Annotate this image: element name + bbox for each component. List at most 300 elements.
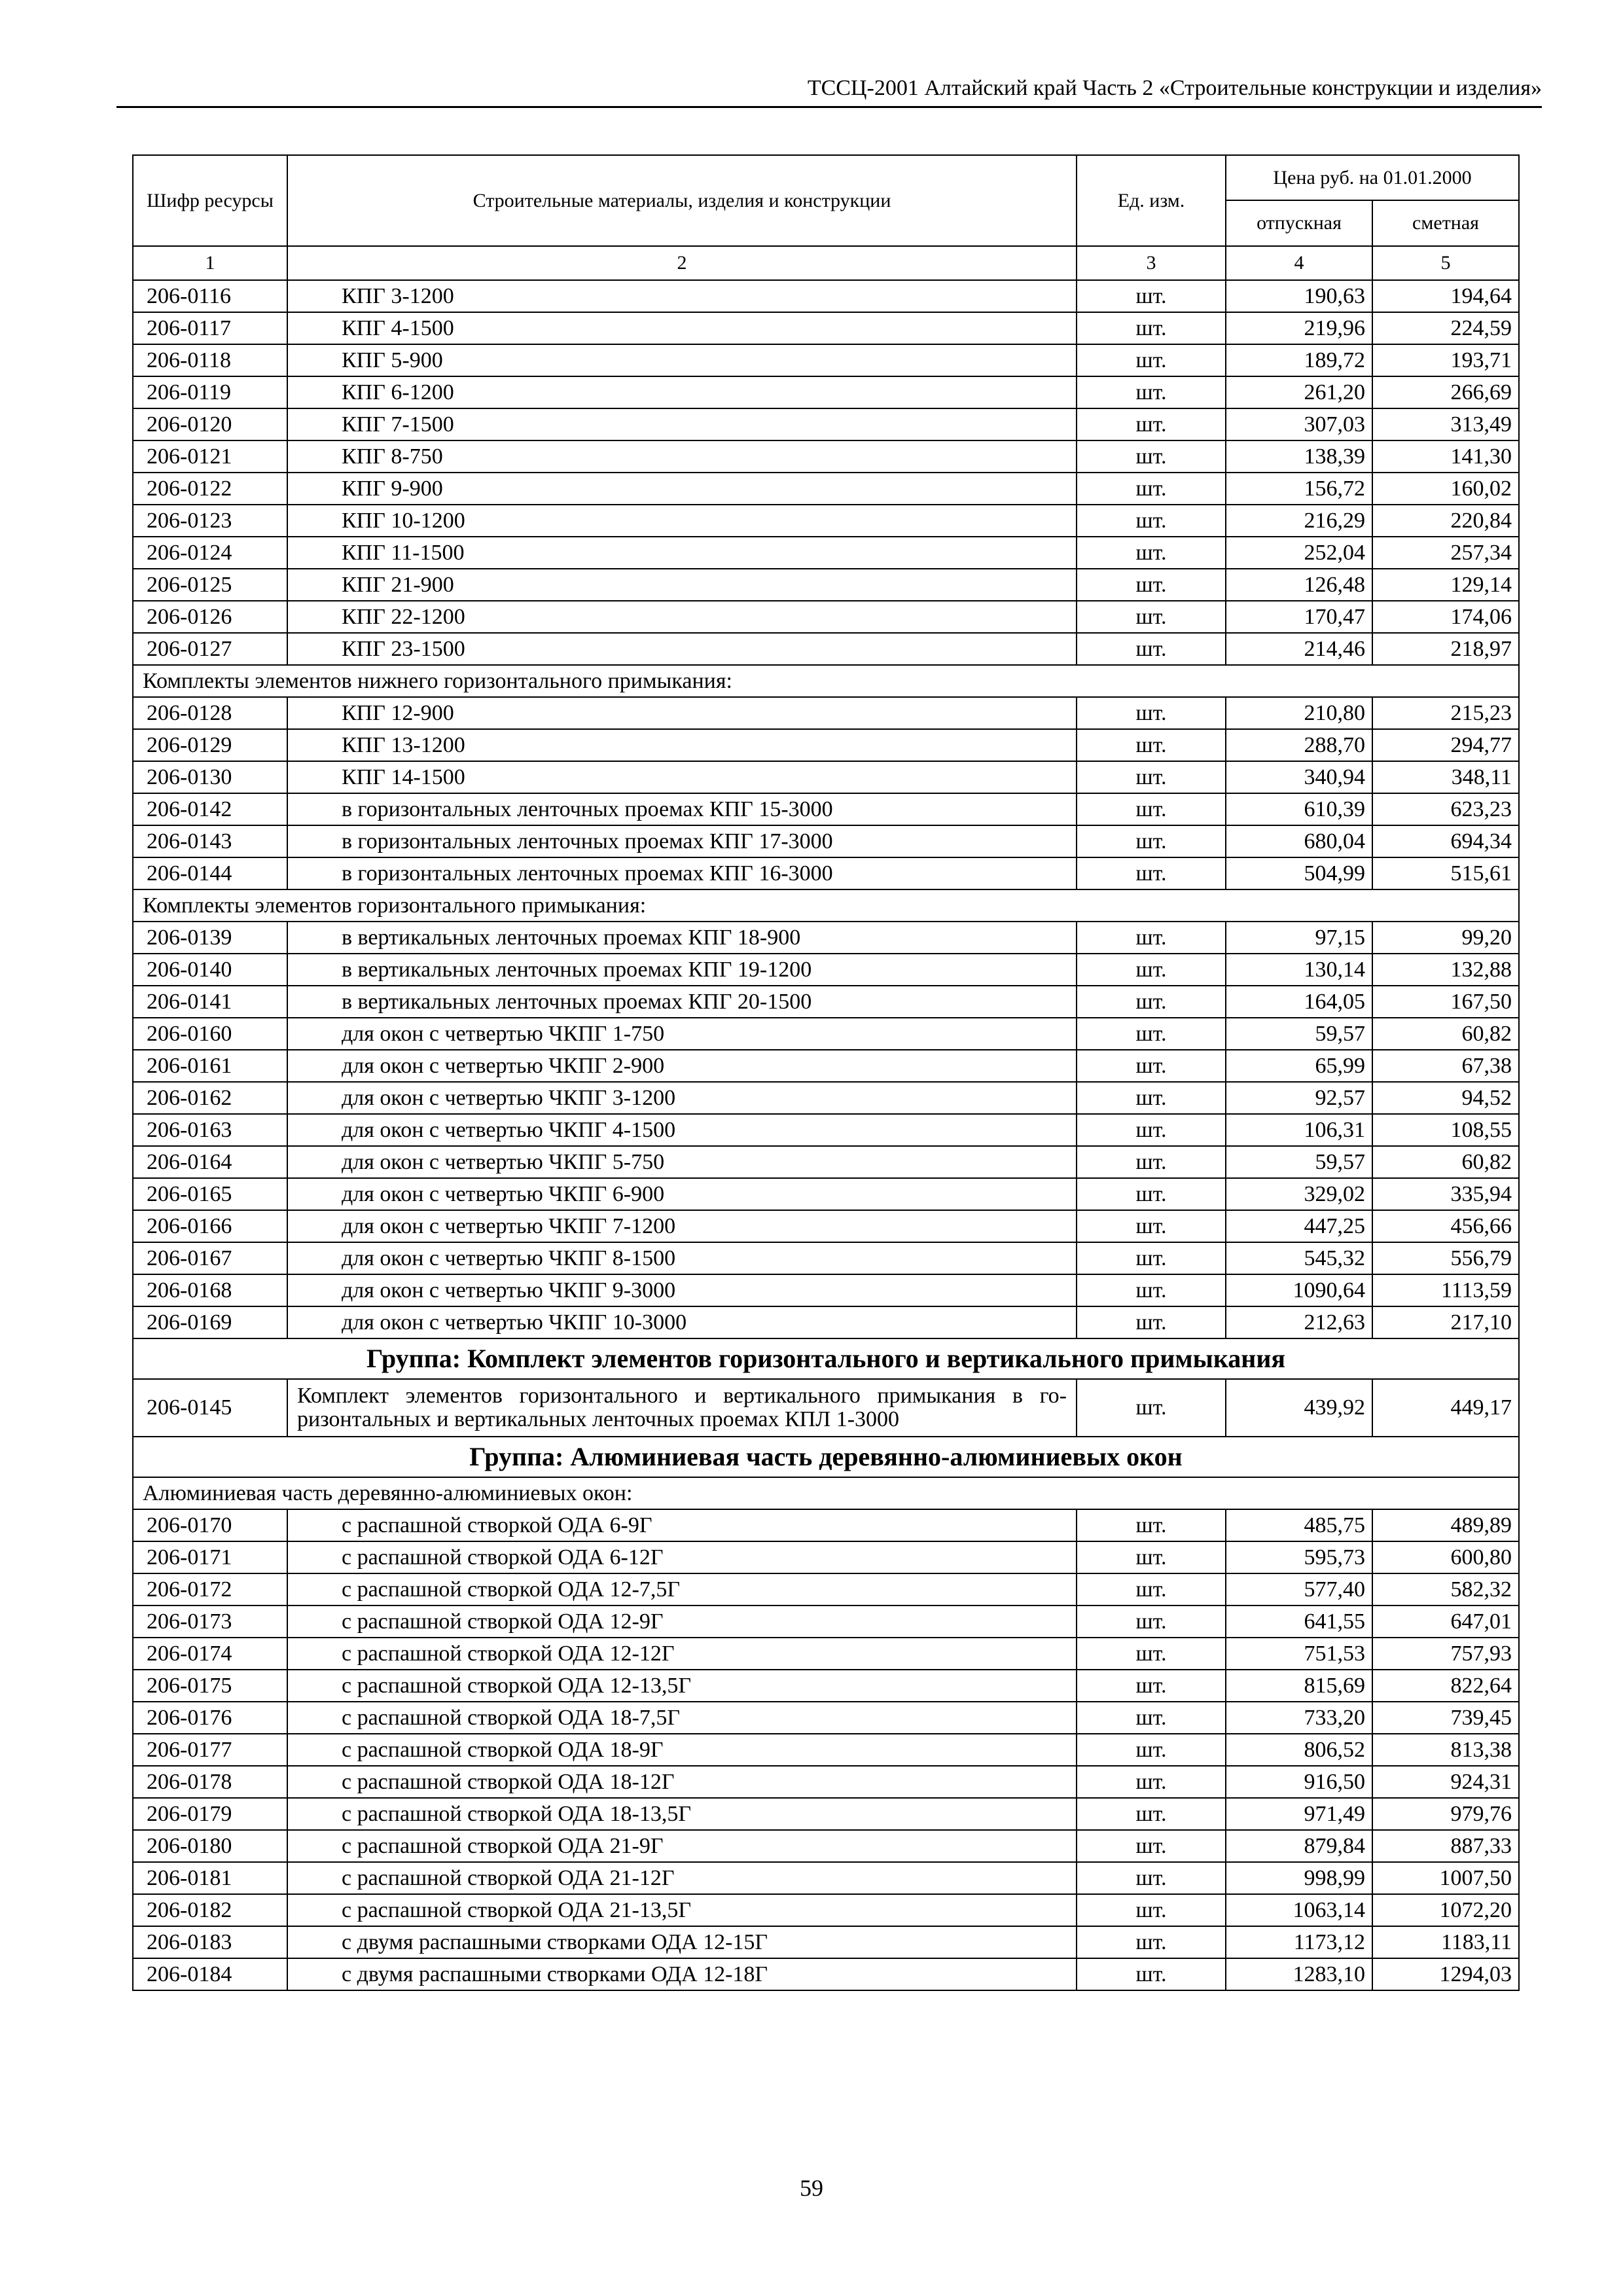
resource-code: 206-0121 bbox=[133, 440, 287, 473]
estimate-price: 739,45 bbox=[1372, 1702, 1519, 1734]
table-row bbox=[133, 1541, 1519, 1573]
estimate-price: 1294,03 bbox=[1372, 1958, 1519, 1990]
release-price: 59,57 bbox=[1226, 1018, 1372, 1050]
table-row bbox=[133, 1894, 1519, 1926]
unit-of-measure: шт. bbox=[1077, 408, 1226, 440]
estimate-price: 924,31 bbox=[1372, 1766, 1519, 1798]
material-name: с распашной створкой ОДА 18-7,5Г bbox=[287, 1702, 1077, 1734]
column-number: 2 bbox=[287, 246, 1077, 280]
material-name: с двумя распашными створками ОДА 12-18Г bbox=[287, 1958, 1077, 1990]
price-table bbox=[132, 154, 1520, 1991]
estimate-price: 1113,59 bbox=[1372, 1274, 1519, 1306]
unit-of-measure: шт. bbox=[1077, 1509, 1226, 1541]
unit-of-measure: шт. bbox=[1077, 1306, 1226, 1338]
table-row bbox=[133, 440, 1519, 473]
material-name: для окон с четвертью ЧКПГ 6-900 bbox=[287, 1178, 1077, 1210]
table-row bbox=[133, 857, 1519, 889]
unit-of-measure: шт. bbox=[1077, 825, 1226, 857]
resource-code: 206-0124 bbox=[133, 537, 287, 569]
table-row bbox=[133, 569, 1519, 601]
resource-code: 206-0173 bbox=[133, 1605, 287, 1638]
unit-of-measure: шт. bbox=[1077, 1734, 1226, 1766]
unit-of-measure: шт. bbox=[1077, 729, 1226, 761]
material-name: КПГ 9-900 bbox=[287, 473, 1077, 505]
material-name: КПГ 22-1200 bbox=[287, 601, 1077, 633]
release-price: 806,52 bbox=[1226, 1734, 1372, 1766]
table-row bbox=[133, 1050, 1519, 1082]
release-price: 998,99 bbox=[1226, 1862, 1372, 1894]
unit-of-measure: шт. bbox=[1077, 1638, 1226, 1670]
resource-code: 206-0127 bbox=[133, 633, 287, 665]
release-price: 916,50 bbox=[1226, 1766, 1372, 1798]
table-row bbox=[133, 1082, 1519, 1114]
header-estimate-price: сметная bbox=[1372, 200, 1519, 246]
table-row bbox=[133, 954, 1519, 986]
estimate-price: 193,71 bbox=[1372, 344, 1519, 376]
table-row bbox=[133, 922, 1519, 954]
table-row bbox=[133, 473, 1519, 505]
release-price: 252,04 bbox=[1226, 537, 1372, 569]
release-price: 138,39 bbox=[1226, 440, 1372, 473]
table-row bbox=[133, 505, 1519, 537]
unit-of-measure: шт. bbox=[1077, 473, 1226, 505]
header-name: Строительные материалы, изделия и конструкции bbox=[287, 155, 1077, 246]
column-number-row bbox=[133, 246, 1519, 280]
resource-code: 206-0145 bbox=[133, 1379, 287, 1437]
release-price: 340,94 bbox=[1226, 761, 1372, 793]
material-name: с распашной створкой ОДА 21-13,5Г bbox=[287, 1894, 1077, 1926]
resource-code: 206-0126 bbox=[133, 601, 287, 633]
material-name: для окон с четвертью ЧКПГ 5-750 bbox=[287, 1146, 1077, 1178]
material-name: с распашной створкой ОДА 12-13,5Г bbox=[287, 1670, 1077, 1702]
unit-of-measure: шт. bbox=[1077, 1018, 1226, 1050]
resource-code: 206-0128 bbox=[133, 697, 287, 729]
material-name: для окон с четвертью ЧКПГ 9-3000 bbox=[287, 1274, 1077, 1306]
release-price: 216,29 bbox=[1226, 505, 1372, 537]
table-row bbox=[133, 1926, 1519, 1958]
unit-of-measure: шт. bbox=[1077, 1798, 1226, 1830]
column-number: 1 bbox=[133, 246, 287, 280]
resource-code: 206-0161 bbox=[133, 1050, 287, 1082]
header-release-price: отпускная bbox=[1226, 200, 1372, 246]
material-name: с распашной створкой ОДА 12-12Г bbox=[287, 1638, 1077, 1670]
material-name: КПГ 11-1500 bbox=[287, 537, 1077, 569]
estimate-price: 294,77 bbox=[1372, 729, 1519, 761]
release-price: 641,55 bbox=[1226, 1605, 1372, 1638]
estimate-price: 99,20 bbox=[1372, 922, 1519, 954]
resource-code: 206-0143 bbox=[133, 825, 287, 857]
material-name: для окон с четвертью ЧКПГ 8-1500 bbox=[287, 1242, 1077, 1274]
unit-of-measure: шт. bbox=[1077, 1242, 1226, 1274]
estimate-price: 694,34 bbox=[1372, 825, 1519, 857]
unit-of-measure: шт. bbox=[1077, 954, 1226, 986]
page-number: 59 bbox=[800, 2175, 823, 2201]
material-name: с распашной створкой ОДА 18-9Г bbox=[287, 1734, 1077, 1766]
resource-code: 206-0169 bbox=[133, 1306, 287, 1338]
table-row bbox=[133, 1830, 1519, 1862]
material-name: для окон с четвертью ЧКПГ 7-1200 bbox=[287, 1210, 1077, 1242]
material-name: КПГ 13-1200 bbox=[287, 729, 1077, 761]
resource-code: 206-0179 bbox=[133, 1798, 287, 1830]
estimate-price: 132,88 bbox=[1372, 954, 1519, 986]
resource-code: 206-0180 bbox=[133, 1830, 287, 1862]
material-name: для окон с четвертью ЧКПГ 1-750 bbox=[287, 1018, 1077, 1050]
unit-of-measure: шт. bbox=[1077, 1573, 1226, 1605]
material-name: с распашной створкой ОДА 18-13,5Г bbox=[287, 1798, 1077, 1830]
release-price: 288,70 bbox=[1226, 729, 1372, 761]
material-name: с распашной створкой ОДА 6-9Г bbox=[287, 1509, 1077, 1541]
material-name: Комплект элементов горизонтального и вертикального примыкания в го-ризонтальных и вертикальных ленточных проемах КПЛ 1-3000 bbox=[287, 1379, 1077, 1437]
release-price: 219,96 bbox=[1226, 312, 1372, 344]
estimate-price: 887,33 bbox=[1372, 1830, 1519, 1862]
estimate-price: 194,64 bbox=[1372, 280, 1519, 312]
unit-of-measure: шт. bbox=[1077, 1926, 1226, 1958]
material-name: в горизонтальных ленточных проемах КПГ 15-3000 bbox=[287, 793, 1077, 825]
resource-code: 206-0177 bbox=[133, 1734, 287, 1766]
unit-of-measure: шт. bbox=[1077, 1766, 1226, 1798]
release-price: 485,75 bbox=[1226, 1509, 1372, 1541]
estimate-price: 1007,50 bbox=[1372, 1862, 1519, 1894]
resource-code: 206-0172 bbox=[133, 1573, 287, 1605]
resource-code: 206-0144 bbox=[133, 857, 287, 889]
resource-code: 206-0165 bbox=[133, 1178, 287, 1210]
material-name: в горизонтальных ленточных проемах КПГ 16-3000 bbox=[287, 857, 1077, 889]
column-number: 4 bbox=[1226, 246, 1372, 280]
table-row bbox=[133, 729, 1519, 761]
resource-code: 206-0171 bbox=[133, 1541, 287, 1573]
estimate-price: 220,84 bbox=[1372, 505, 1519, 537]
column-number: 3 bbox=[1077, 246, 1226, 280]
resource-code: 206-0181 bbox=[133, 1862, 287, 1894]
table-row bbox=[133, 1798, 1519, 1830]
table-row bbox=[133, 1509, 1519, 1541]
resource-code: 206-0122 bbox=[133, 473, 287, 505]
resource-code: 206-0116 bbox=[133, 280, 287, 312]
release-price: 815,69 bbox=[1226, 1670, 1372, 1702]
unit-of-measure: шт. bbox=[1077, 376, 1226, 408]
release-price: 106,31 bbox=[1226, 1114, 1372, 1146]
table-row bbox=[133, 312, 1519, 344]
unit-of-measure: шт. bbox=[1077, 1830, 1226, 1862]
estimate-price: 556,79 bbox=[1372, 1242, 1519, 1274]
group-title: Группа: Алюминиевая часть деревянно-алюминиевых окон bbox=[133, 1437, 1519, 1477]
resource-code: 206-0183 bbox=[133, 1926, 287, 1958]
release-price: 65,99 bbox=[1226, 1050, 1372, 1082]
unit-of-measure: шт. bbox=[1077, 1210, 1226, 1242]
subsection-title: Алюминиевая часть деревянно-алюминиевых окон: bbox=[133, 1477, 1519, 1509]
estimate-price: 218,97 bbox=[1372, 633, 1519, 665]
unit-of-measure: шт. bbox=[1077, 1274, 1226, 1306]
table-row bbox=[133, 761, 1519, 793]
release-price: 261,20 bbox=[1226, 376, 1372, 408]
resource-code: 206-0178 bbox=[133, 1766, 287, 1798]
resource-code: 206-0142 bbox=[133, 793, 287, 825]
material-name: с распашной створкой ОДА 18-12Г bbox=[287, 1766, 1077, 1798]
table-row bbox=[133, 1573, 1519, 1605]
material-name: КПГ 21-900 bbox=[287, 569, 1077, 601]
resource-code: 206-0168 bbox=[133, 1274, 287, 1306]
material-name: с распашной створкой ОДА 6-12Г bbox=[287, 1541, 1077, 1573]
material-name: в вертикальных ленточных проемах КПГ 20-1500 bbox=[287, 986, 1077, 1018]
estimate-price: 582,32 bbox=[1372, 1573, 1519, 1605]
table-row bbox=[133, 1638, 1519, 1670]
release-price: 879,84 bbox=[1226, 1830, 1372, 1862]
table-row bbox=[133, 793, 1519, 825]
resource-code: 206-0119 bbox=[133, 376, 287, 408]
resource-code: 206-0140 bbox=[133, 954, 287, 986]
estimate-price: 979,76 bbox=[1372, 1798, 1519, 1830]
release-price: 577,40 bbox=[1226, 1573, 1372, 1605]
release-price: 439,92 bbox=[1226, 1379, 1372, 1437]
material-name: КПГ 14-1500 bbox=[287, 761, 1077, 793]
table-row bbox=[133, 1379, 1519, 1437]
estimate-price: 215,23 bbox=[1372, 697, 1519, 729]
release-price: 971,49 bbox=[1226, 1798, 1372, 1830]
release-price: 1090,64 bbox=[1226, 1274, 1372, 1306]
subsection-title: Комплекты элементов нижнего горизонтального примыкания: bbox=[133, 665, 1519, 697]
estimate-price: 456,66 bbox=[1372, 1210, 1519, 1242]
release-price: 733,20 bbox=[1226, 1702, 1372, 1734]
material-name: с распашной створкой ОДА 21-9Г bbox=[287, 1830, 1077, 1862]
material-name: с распашной створкой ОДА 21-12Г bbox=[287, 1862, 1077, 1894]
unit-of-measure: шт. bbox=[1077, 1114, 1226, 1146]
release-price: 190,63 bbox=[1226, 280, 1372, 312]
table-row bbox=[133, 601, 1519, 633]
estimate-price: 335,94 bbox=[1372, 1178, 1519, 1210]
table-row bbox=[133, 1018, 1519, 1050]
release-price: 545,32 bbox=[1226, 1242, 1372, 1274]
resource-code: 206-0164 bbox=[133, 1146, 287, 1178]
release-price: 751,53 bbox=[1226, 1638, 1372, 1670]
unit-of-measure: шт. bbox=[1077, 1605, 1226, 1638]
estimate-price: 167,50 bbox=[1372, 986, 1519, 1018]
table-row bbox=[133, 1178, 1519, 1210]
unit-of-measure: шт. bbox=[1077, 1862, 1226, 1894]
table-row bbox=[133, 1958, 1519, 1990]
table-row bbox=[133, 825, 1519, 857]
estimate-price: 60,82 bbox=[1372, 1146, 1519, 1178]
resource-code: 206-0176 bbox=[133, 1702, 287, 1734]
estimate-price: 647,01 bbox=[1372, 1605, 1519, 1638]
table-row bbox=[133, 408, 1519, 440]
estimate-price: 348,11 bbox=[1372, 761, 1519, 793]
unit-of-measure: шт. bbox=[1077, 922, 1226, 954]
running-header: ТССЦ-2001 Алтайский край Часть 2 «Строительные конструкции и изделия» bbox=[116, 71, 1542, 108]
resource-code: 206-0120 bbox=[133, 408, 287, 440]
material-name: КПГ 8-750 bbox=[287, 440, 1077, 473]
resource-code: 206-0166 bbox=[133, 1210, 287, 1242]
release-price: 1173,12 bbox=[1226, 1926, 1372, 1958]
material-name: для окон с четвертью ЧКПГ 3-1200 bbox=[287, 1082, 1077, 1114]
estimate-price: 1183,11 bbox=[1372, 1926, 1519, 1958]
unit-of-measure: шт. bbox=[1077, 440, 1226, 473]
resource-code: 206-0130 bbox=[133, 761, 287, 793]
release-price: 1283,10 bbox=[1226, 1958, 1372, 1990]
resource-code: 206-0170 bbox=[133, 1509, 287, 1541]
resource-code: 206-0141 bbox=[133, 986, 287, 1018]
header-code: Шифр ресурсы bbox=[133, 155, 287, 246]
material-name: КПГ 3-1200 bbox=[287, 280, 1077, 312]
table-row bbox=[133, 1114, 1519, 1146]
subsection-row bbox=[133, 1477, 1519, 1509]
estimate-price: 129,14 bbox=[1372, 569, 1519, 601]
group-title: Группа: Комплект элементов горизонтального и вертикального примыкания bbox=[133, 1338, 1519, 1379]
material-name: для окон с четвертью ЧКПГ 4-1500 bbox=[287, 1114, 1077, 1146]
resource-code: 206-0174 bbox=[133, 1638, 287, 1670]
release-price: 170,47 bbox=[1226, 601, 1372, 633]
estimate-price: 266,69 bbox=[1372, 376, 1519, 408]
material-name: КПГ 4-1500 bbox=[287, 312, 1077, 344]
release-price: 97,15 bbox=[1226, 922, 1372, 954]
material-name: КПГ 12-900 bbox=[287, 697, 1077, 729]
unit-of-measure: шт. bbox=[1077, 1958, 1226, 1990]
unit-of-measure: шт. bbox=[1077, 857, 1226, 889]
resource-code: 206-0123 bbox=[133, 505, 287, 537]
resource-code: 206-0162 bbox=[133, 1082, 287, 1114]
estimate-price: 449,17 bbox=[1372, 1379, 1519, 1437]
table-row bbox=[133, 1242, 1519, 1274]
estimate-price: 600,80 bbox=[1372, 1541, 1519, 1573]
release-price: 189,72 bbox=[1226, 344, 1372, 376]
table-row bbox=[133, 344, 1519, 376]
material-name: для окон с четвертью ЧКПГ 2-900 bbox=[287, 1050, 1077, 1082]
unit-of-measure: шт. bbox=[1077, 569, 1226, 601]
unit-of-measure: шт. bbox=[1077, 761, 1226, 793]
estimate-price: 67,38 bbox=[1372, 1050, 1519, 1082]
unit-of-measure: шт. bbox=[1077, 1670, 1226, 1702]
estimate-price: 160,02 bbox=[1372, 473, 1519, 505]
table-row bbox=[133, 537, 1519, 569]
table-row bbox=[133, 1702, 1519, 1734]
release-price: 92,57 bbox=[1226, 1082, 1372, 1114]
header-unit: Ед. изм. bbox=[1077, 155, 1226, 246]
estimate-price: 623,23 bbox=[1372, 793, 1519, 825]
table-row bbox=[133, 633, 1519, 665]
unit-of-measure: шт. bbox=[1077, 344, 1226, 376]
release-price: 610,39 bbox=[1226, 793, 1372, 825]
subsection-row bbox=[133, 889, 1519, 922]
material-name: КПГ 5-900 bbox=[287, 344, 1077, 376]
estimate-price: 757,93 bbox=[1372, 1638, 1519, 1670]
unit-of-measure: шт. bbox=[1077, 793, 1226, 825]
release-price: 504,99 bbox=[1226, 857, 1372, 889]
subsection-row bbox=[133, 665, 1519, 697]
release-price: 595,73 bbox=[1226, 1541, 1372, 1573]
unit-of-measure: шт. bbox=[1077, 1702, 1226, 1734]
estimate-price: 174,06 bbox=[1372, 601, 1519, 633]
table-row bbox=[133, 1210, 1519, 1242]
resource-code: 206-0129 bbox=[133, 729, 287, 761]
unit-of-measure: шт. bbox=[1077, 601, 1226, 633]
resource-code: 206-0117 bbox=[133, 312, 287, 344]
unit-of-measure: шт. bbox=[1077, 633, 1226, 665]
table-row bbox=[133, 1734, 1519, 1766]
header-price: Цена руб. на 01.01.2000 bbox=[1226, 155, 1519, 200]
release-price: 680,04 bbox=[1226, 825, 1372, 857]
material-name: в горизонтальных ленточных проемах КПГ 17-3000 bbox=[287, 825, 1077, 857]
material-name: КПГ 7-1500 bbox=[287, 408, 1077, 440]
estimate-price: 313,49 bbox=[1372, 408, 1519, 440]
material-name: с двумя распашными створками ОДА 12-15Г bbox=[287, 1926, 1077, 1958]
estimate-price: 515,61 bbox=[1372, 857, 1519, 889]
resource-code: 206-0118 bbox=[133, 344, 287, 376]
resource-code: 206-0160 bbox=[133, 1018, 287, 1050]
unit-of-measure: шт. bbox=[1077, 280, 1226, 312]
material-name: с распашной створкой ОДА 12-7,5Г bbox=[287, 1573, 1077, 1605]
estimate-price: 94,52 bbox=[1372, 1082, 1519, 1114]
release-price: 447,25 bbox=[1226, 1210, 1372, 1242]
estimate-price: 822,64 bbox=[1372, 1670, 1519, 1702]
release-price: 126,48 bbox=[1226, 569, 1372, 601]
estimate-price: 224,59 bbox=[1372, 312, 1519, 344]
unit-of-measure: шт. bbox=[1077, 1082, 1226, 1114]
unit-of-measure: шт. bbox=[1077, 537, 1226, 569]
estimate-price: 60,82 bbox=[1372, 1018, 1519, 1050]
release-price: 214,46 bbox=[1226, 633, 1372, 665]
estimate-price: 813,38 bbox=[1372, 1734, 1519, 1766]
unit-of-measure: шт. bbox=[1077, 697, 1226, 729]
release-price: 156,72 bbox=[1226, 473, 1372, 505]
unit-of-measure: шт. bbox=[1077, 312, 1226, 344]
material-name: в вертикальных ленточных проемах КПГ 18-900 bbox=[287, 922, 1077, 954]
table-row bbox=[133, 986, 1519, 1018]
resource-code: 206-0125 bbox=[133, 569, 287, 601]
release-price: 212,63 bbox=[1226, 1306, 1372, 1338]
release-price: 130,14 bbox=[1226, 954, 1372, 986]
release-price: 329,02 bbox=[1226, 1178, 1372, 1210]
resource-code: 206-0167 bbox=[133, 1242, 287, 1274]
estimate-price: 108,55 bbox=[1372, 1114, 1519, 1146]
table-row bbox=[133, 280, 1519, 312]
subsection-title: Комплекты элементов горизонтального примыкания: bbox=[133, 889, 1519, 922]
material-name: в вертикальных ленточных проемах КПГ 19-1200 bbox=[287, 954, 1077, 986]
table-row bbox=[133, 1146, 1519, 1178]
table-row bbox=[133, 1862, 1519, 1894]
table-row bbox=[133, 1306, 1519, 1338]
resource-code: 206-0163 bbox=[133, 1114, 287, 1146]
table-row bbox=[133, 1274, 1519, 1306]
unit-of-measure: шт. bbox=[1077, 1146, 1226, 1178]
estimate-price: 489,89 bbox=[1372, 1509, 1519, 1541]
unit-of-measure: шт. bbox=[1077, 1379, 1226, 1437]
material-name: с распашной створкой ОДА 12-9Г bbox=[287, 1605, 1077, 1638]
material-name: для окон с четвертью ЧКПГ 10-3000 bbox=[287, 1306, 1077, 1338]
release-price: 164,05 bbox=[1226, 986, 1372, 1018]
unit-of-measure: шт. bbox=[1077, 1541, 1226, 1573]
material-name: КПГ 6-1200 bbox=[287, 376, 1077, 408]
estimate-price: 141,30 bbox=[1372, 440, 1519, 473]
table-row bbox=[133, 697, 1519, 729]
release-price: 307,03 bbox=[1226, 408, 1372, 440]
release-price: 59,57 bbox=[1226, 1146, 1372, 1178]
table-header-row bbox=[133, 155, 1519, 200]
resource-code: 206-0184 bbox=[133, 1958, 287, 1990]
material-name: КПГ 10-1200 bbox=[287, 505, 1077, 537]
table-row bbox=[133, 1670, 1519, 1702]
resource-code: 206-0139 bbox=[133, 922, 287, 954]
estimate-price: 1072,20 bbox=[1372, 1894, 1519, 1926]
unit-of-measure: шт. bbox=[1077, 986, 1226, 1018]
release-price: 1063,14 bbox=[1226, 1894, 1372, 1926]
unit-of-measure: шт. bbox=[1077, 1894, 1226, 1926]
release-price: 210,80 bbox=[1226, 697, 1372, 729]
unit-of-measure: шт. bbox=[1077, 505, 1226, 537]
unit-of-measure: шт. bbox=[1077, 1050, 1226, 1082]
group-row bbox=[133, 1338, 1519, 1379]
unit-of-measure: шт. bbox=[1077, 1178, 1226, 1210]
column-number: 5 bbox=[1372, 246, 1519, 280]
estimate-price: 257,34 bbox=[1372, 537, 1519, 569]
